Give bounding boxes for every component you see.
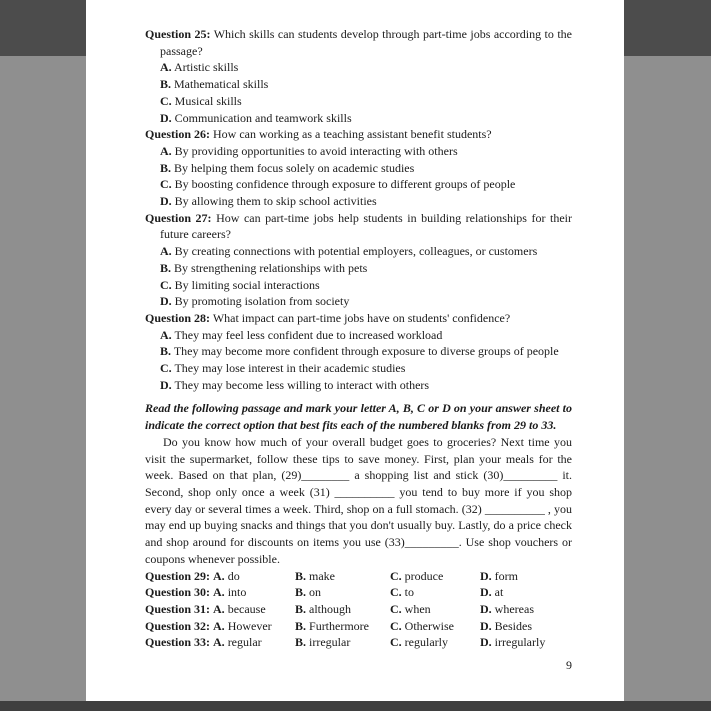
grid-question-cell [145,618,295,635]
answer-option [145,260,572,277]
option-letter: B. [295,618,307,633]
question-label: Question 31: [145,601,211,616]
option-text: on [309,585,322,600]
option-letter: A. [160,143,172,158]
option-text: Furthermore [309,618,369,633]
option-letter: A. [213,618,225,633]
option-letter: C. [390,568,402,583]
option-text: Besides [494,618,533,633]
question-label: Question 30: [145,585,211,600]
option-text: They may become more confident through exposure to diverse groups of people [173,344,559,359]
option-letter: C. [160,93,172,108]
option-letter: C. [390,635,402,650]
option-text: Artistic skills [174,60,239,75]
question-stem: How can working as a teaching assistant benefit students? [213,127,492,142]
option-text: form [494,568,518,583]
option-letter: B. [295,585,307,600]
question-label: Question 33: [145,635,211,650]
option-letter: D. [160,194,172,209]
option-text: to [404,585,415,600]
answer-option [145,76,572,93]
grid-option-cell [295,634,390,651]
section-instruction: Read the following passage and mark your letter A, B, C or D on your answer sheet to indicate the correct option that best fits each of the numbered blanks from 29 to 33. [145,401,572,433]
option-letter: B. [295,601,307,616]
grid-question-cell [145,584,295,601]
option-text: Communication and teamwork skills [174,110,352,125]
option-text: regular [227,635,262,650]
background-corner-right [624,0,711,56]
question-heading [145,210,572,243]
question-stem: What impact can part-time jobs have on students' confidence? [212,310,511,325]
grid-option-cell [480,634,572,651]
option-text: because [227,601,266,616]
question-heading [145,126,572,143]
question-heading [145,310,572,327]
grid-option-cell [390,634,480,651]
grid-option-cell [295,568,390,585]
option-text: By boosting confidence through exposure to different groups of people [174,177,516,192]
option-letter: A. [160,244,172,259]
option-letter: A. [160,60,172,75]
option-text: By providing opportunities to avoid interacting with others [174,143,458,158]
option-text: They may become less willing to interact with others [174,377,430,392]
option-text: They may feel less confident due to increased workload [174,327,443,342]
option-text: Mathematical skills [174,77,269,92]
background-corner-left [0,0,87,56]
document-page [86,0,624,701]
answer-option [145,176,572,193]
answer-option [145,93,572,110]
option-letter: B. [295,635,307,650]
answer-choices-grid [145,568,572,652]
answer-option [145,327,572,344]
answer-option [145,193,572,210]
option-text: Otherwise [404,618,454,633]
answer-option [145,110,572,127]
option-letter: D. [160,110,172,125]
option-letter: C. [160,361,172,376]
option-text: However [227,618,272,633]
grid-option-cell [480,568,572,585]
option-letter: C. [160,277,172,292]
answer-option [145,59,572,76]
question-block-26 [145,126,572,210]
answer-option [145,343,572,360]
option-text: do [227,568,240,583]
question-label: Question 25: [145,27,211,41]
option-letter: A. [213,601,225,616]
question-label: Question 29: [145,568,211,583]
option-letter: D. [480,601,492,616]
background-bottom-strip [0,701,711,711]
grid-option-cell [390,568,480,585]
option-text: at [494,585,504,600]
answer-option [145,277,572,294]
question-stem: How can part-time jobs help students in building relationships for their future careers? [160,210,572,242]
question-stem: Which skills can students develop through part-time jobs according to the passage? [160,27,572,58]
option-letter: A. [213,585,225,600]
answer-option [145,293,572,310]
option-letter: B. [160,160,172,175]
option-text: irregular [309,635,351,650]
option-text: irregularly [494,635,546,650]
option-text: make [309,568,336,583]
option-letter: D. [480,585,492,600]
question-block-27 [145,210,572,310]
question-block-28 [145,310,572,394]
cloze-passage: Do you know how much of your overall budget goes to groceries? Next time you visit the supermarket, follow these tips to save money. First, plan your meals for the week. Based on that plan, (29)________ a shopping list and stick (30)_________ it. Second, shop only once a week (31) __________ you tend to buy more if you shop every day or several times a week. Third, shop on a full stomach. (32) __________ , you may end up buying snacks and things that you don't usually buy. Lastly, do a price check and shop around for discounts on items you use (33)_________. Use shop vouchers or coupons whenever possible. [145,434,572,566]
option-text: although [309,601,352,616]
grid-option-cell [390,584,480,601]
option-letter: D. [480,635,492,650]
answer-option [145,160,572,177]
grid-option-cell [295,584,390,601]
option-letter: C. [390,585,402,600]
option-text: into [227,585,247,600]
option-text: regularly [404,635,448,650]
grid-question-cell [145,601,295,618]
option-letter: A. [213,568,225,583]
option-text: By helping them focus solely on academic studies [174,160,415,175]
grid-option-cell [480,584,572,601]
option-letter: C. [390,601,402,616]
option-letter: C. [390,618,402,633]
option-letter: B. [295,568,307,583]
grid-option-cell [390,618,480,635]
page-number: 9 [566,658,572,673]
option-letter: C. [160,177,172,192]
option-text: when [404,601,431,616]
answer-option [145,360,572,377]
answer-option [145,377,572,394]
question-label: Question 26: [145,127,211,142]
option-letter: B. [160,344,172,359]
option-letter: A. [213,635,225,650]
question-block-25 [145,26,572,126]
grid-option-cell [480,618,572,635]
option-letter: D. [480,618,492,633]
option-text: Musical skills [174,93,242,108]
answer-option [145,243,572,260]
grid-question-cell [145,634,295,651]
option-text: By allowing them to skip school activities [174,194,377,209]
option-text: By limiting social interactions [174,277,320,292]
option-letter: B. [160,260,172,275]
option-letter: A. [160,327,172,342]
option-text: whereas [494,601,534,616]
question-label: Question 32: [145,618,211,633]
grid-option-cell [295,601,390,618]
option-text: By strengthening relationships with pets [174,260,368,275]
question-label: Question 28: [145,310,211,325]
option-text: produce [404,568,444,583]
grid-option-cell [390,601,480,618]
option-text: By creating connections with potential employers, colleagues, or customers [174,244,538,259]
grid-option-cell [295,618,390,635]
option-letter: B. [160,77,172,92]
grid-question-cell [145,568,295,585]
option-text: By promoting isolation from society [174,294,350,309]
option-letter: D. [160,377,172,392]
question-heading [145,26,572,59]
answer-option [145,143,572,160]
question-label: Question 27: [145,210,212,225]
option-letter: D. [480,568,492,583]
grid-option-cell [480,601,572,618]
option-text: They may lose interest in their academic studies [174,361,406,376]
option-letter: D. [160,294,172,309]
